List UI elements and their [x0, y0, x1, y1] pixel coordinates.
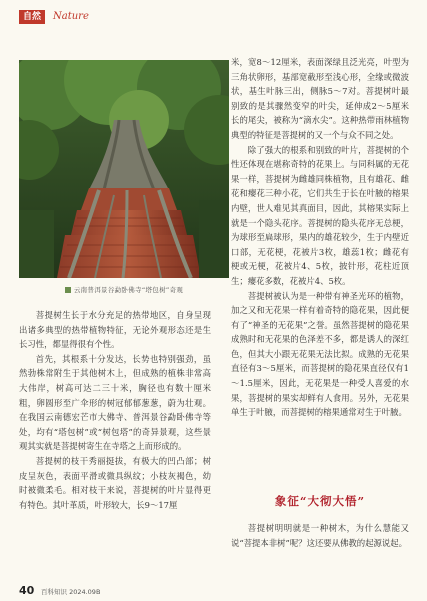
paragraph: 菩提树生长于水分充足的热带地区，自身呈现出诸多典型的热带植物特征，无论外观形态还是生长习性，都显得很有个性。	[19, 310, 211, 350]
section-tag: 自然	[19, 10, 45, 24]
photo-caption-text: 云南普洱景谷勐卧佛寺“塔包树”奇观	[73, 286, 184, 294]
section-english-label: Nature	[53, 11, 89, 22]
section-subheading: 象征“大彻大悟”	[274, 494, 366, 508]
magazine-issue: 百科知识 2024.09B	[41, 588, 101, 596]
page-number: 40	[19, 584, 35, 597]
article-photo	[19, 60, 229, 278]
right-column	[231, 55, 409, 420]
final-paragraph-block	[231, 521, 409, 550]
paragraph: 米，宽8～12厘米，表面深绿且泛光亮，叶型为三角状卵形，基部宽截形至浅心形，全缘或微波状，基生叶脉三出，侧脉5～7对。菩提树叶最别致的是其骤然变窄的叶尖，延伸成2～5厘米长的尾尖，被称为“滴水尖”。这种热带雨林植物典型的特征是菩提树的又一个与众不同之处。	[231, 57, 409, 140]
paragraph: 菩提树被认为是一种带有神圣光环的植物，加之又和无花果一样有着奇特的隐花果，因此便有了“神圣的无花果”之誉。虽然菩提树的隐花果成熟时和无花果的色泽差不多，都是诱人的深红色，但其大小跟无花果无法比拟。成熟的无花果直径有3～5厘米，而菩提树的隐花果直径仅有1～1.5厘米，因此，无花果是一种受人喜爱的水果，菩提树的果实却鲜有人食用。另外，无花果单生于叶腋，而菩提树的榕果通常对生于叶腋。	[231, 290, 409, 418]
paragraph: 除了强大的根系和别致的叶片，菩提树的个性还体现在堪称奇特的花果上。与同科属的无花果一样，菩提树为雌雄同株植物，且有雄花、雌花和瘿花三种小花，它们共生于长在叶腋的榕果内壁，世人难见其真面目，因此，其榕果实际上就是一个隐头花序。菩提树的隐头花序无总梗，为球形至扁球形，果内的雄花较少，生于内壁近口部，无花梗，花被片3枚，雄蕊1枚；雌花有梗或无梗，花被片4、5枚，披针形，花柱近顶生；瘿花多数，花被片4、5枚。	[231, 144, 409, 286]
paragraph: 菩提树明明就是一种树木，为什么慧能又说“菩提本非树”呢？这还要从佛教的起源说起。	[231, 523, 409, 548]
caption-marker-icon	[65, 287, 71, 293]
photo-caption	[19, 285, 229, 294]
paragraph: 首先，其根系十分发达，长势也特别强劲，虽然勃株常附生于其他树木上，但成熟的植株非常高大伟岸，树高可达二三十米，胸径也有数十厘米粗，卵圆形至广伞形的树冠郁郁葱葱，蔚为壮观。在我国云南德宏芒市大佛寺、普洱景谷勐卧佛寺等处，均有“塔包树”或“树包塔”的奇异景观，这些景观其实就是菩提树寄生在寺塔之上而形成的。	[19, 353, 211, 452]
banyan-pagoda-photo	[19, 60, 229, 278]
left-column	[19, 308, 211, 512]
paragraph: 菩提树的枝干秀丽挺拔，有极大的凹凸部；树皮呈灰色，表面平滑或微具纵纹；小枝灰褐色，幼时被微柔毛。相对枝干来说，菩提树的叶片显得更有特色。其叶革质，叶形较大，长9～17厘	[19, 455, 211, 510]
